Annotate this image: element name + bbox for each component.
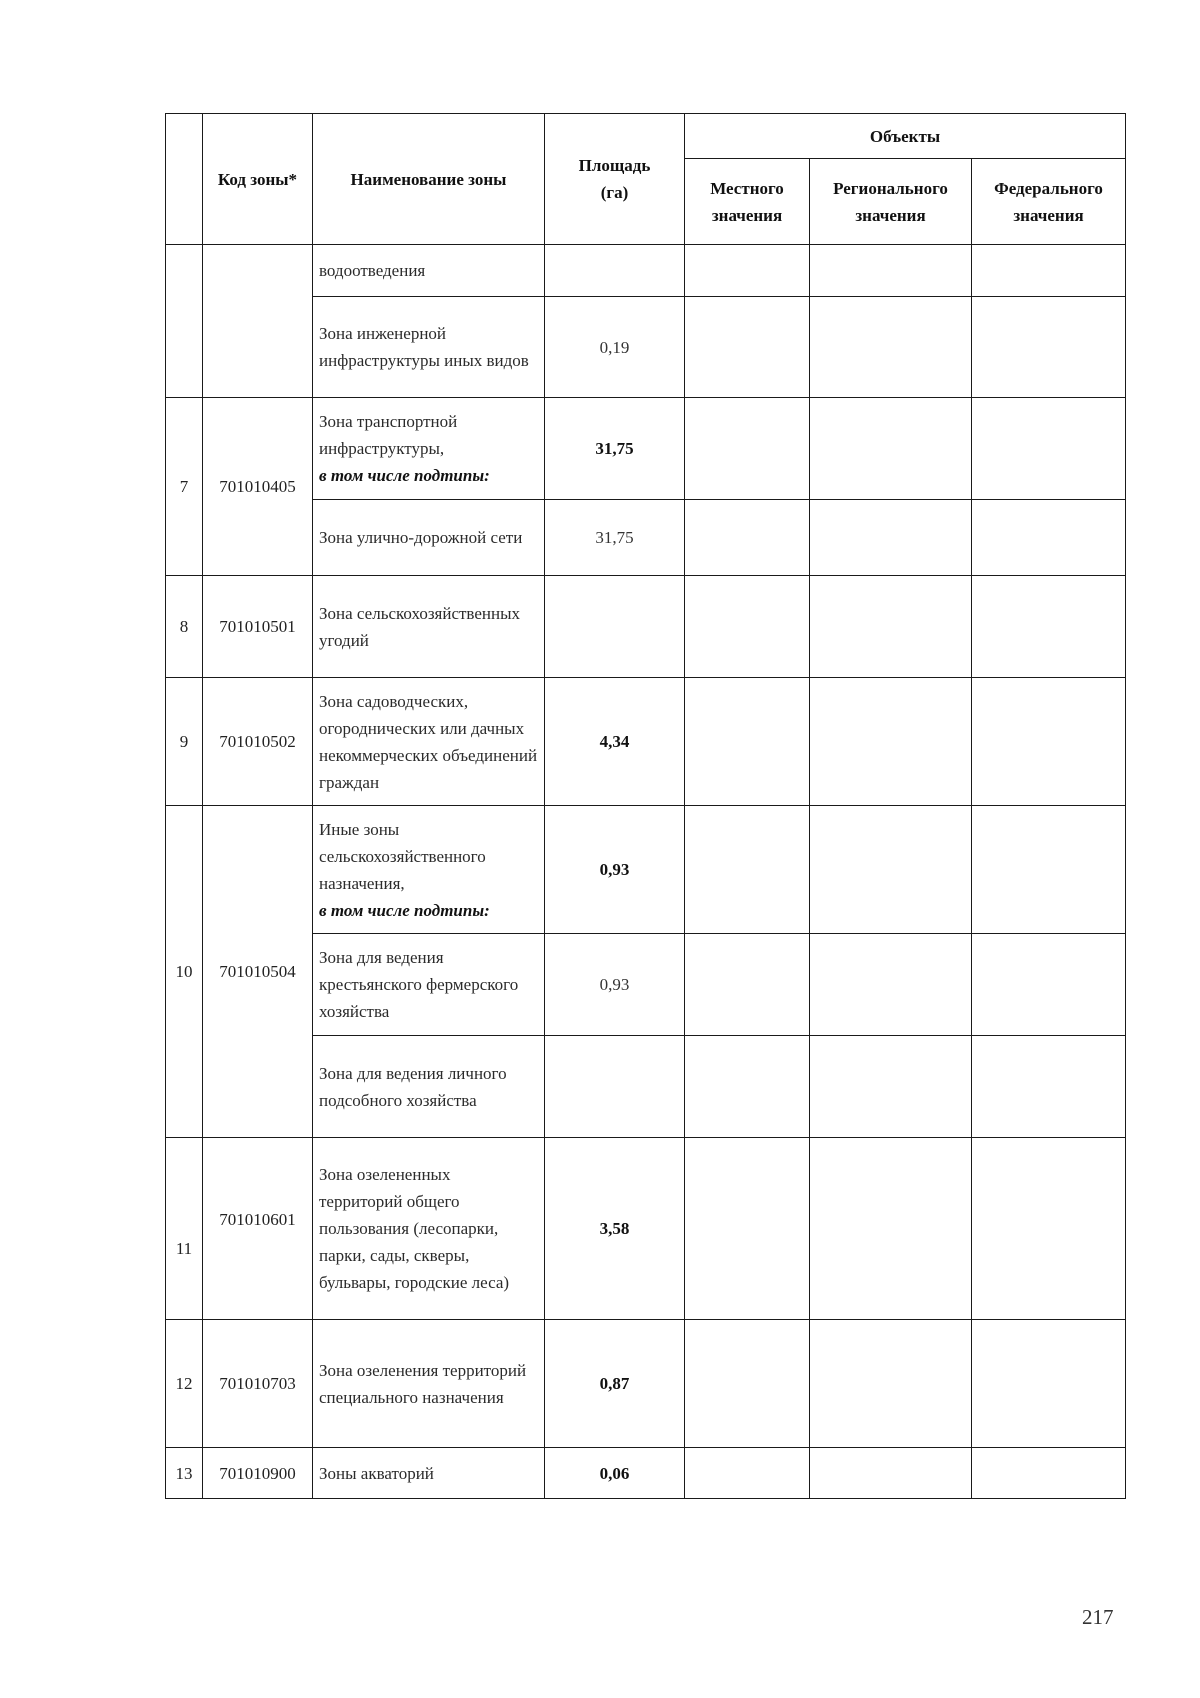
cell-area (545, 245, 685, 297)
cell-regional (810, 1138, 972, 1320)
cell-area: 0,93 (545, 934, 685, 1036)
table-row (166, 678, 1126, 806)
cell-local (685, 576, 810, 678)
cell-regional (810, 398, 972, 500)
cell-name: Зона озелененных территорий общего пользования (лесопарки, парки, сады, скверы, бульвары, городские леса) (313, 1138, 545, 1320)
cell-num: 10 (166, 806, 203, 1138)
header-name: Наименование зоны (313, 114, 545, 245)
cell-federal (972, 1448, 1126, 1499)
cell-name: водоотведения (313, 245, 545, 297)
zones-table (165, 113, 1126, 1499)
cell-federal (972, 1138, 1126, 1320)
cell-area: 0,87 (545, 1320, 685, 1448)
cell-area: 0,19 (545, 297, 685, 398)
cell-federal (972, 297, 1126, 398)
header-row-1 (166, 114, 1126, 159)
cell-regional (810, 806, 972, 934)
subtypes-note: в том числе подтипы: (319, 466, 490, 485)
cell-regional (810, 1448, 972, 1499)
cell-code (203, 245, 313, 398)
cell-code: 701010703 (203, 1320, 313, 1448)
cell-name: Зона инженерной инфраструктуры иных видов (313, 297, 545, 398)
cell-num: 11 (166, 1138, 203, 1320)
cell-code: 701010502 (203, 678, 313, 806)
cell-num: 12 (166, 1320, 203, 1448)
cell-local (685, 297, 810, 398)
cell-code: 701010900 (203, 1448, 313, 1499)
header-objects: Объекты (685, 114, 1126, 159)
cell-name: Зона улично-дорожной сети (313, 500, 545, 576)
cell-local (685, 1138, 810, 1320)
cell-federal (972, 1036, 1126, 1138)
cell-local (685, 1448, 810, 1499)
cell-regional (810, 500, 972, 576)
cell-name (313, 398, 545, 500)
header-num (166, 114, 203, 245)
cell-federal (972, 576, 1126, 678)
cell-federal (972, 934, 1126, 1036)
cell-code: 701010501 (203, 576, 313, 678)
cell-name: Зона садоводческих, огороднических или дачных некоммерческих объединений граждан (313, 678, 545, 806)
cell-name: Зона сельскохозяйственных угодий (313, 576, 545, 678)
cell-local (685, 934, 810, 1036)
header-local: Местного значения (685, 159, 810, 245)
cell-area (545, 576, 685, 678)
table-row (166, 1320, 1126, 1448)
cell-regional (810, 934, 972, 1036)
cell-federal (972, 806, 1126, 934)
cell-local (685, 1036, 810, 1138)
cell-local (685, 806, 810, 934)
cell-code: 701010601 (203, 1138, 313, 1320)
cell-regional (810, 1320, 972, 1448)
table-row (166, 1138, 1126, 1320)
cell-regional (810, 245, 972, 297)
cell-local (685, 678, 810, 806)
cell-regional (810, 297, 972, 398)
header-federal: Федерального значения (972, 159, 1126, 245)
cell-federal (972, 398, 1126, 500)
cell-num: 7 (166, 398, 203, 576)
cell-area: 0,93 (545, 806, 685, 934)
cell-local (685, 1320, 810, 1448)
cell-code: 701010405 (203, 398, 313, 576)
cell-num: 8 (166, 576, 203, 678)
cell-local (685, 500, 810, 576)
cell-code: 701010504 (203, 806, 313, 1138)
cell-area: 4,34 (545, 678, 685, 806)
cell-name: Зоны акваторий (313, 1448, 545, 1499)
cell-local (685, 245, 810, 297)
cell-name: Зона для ведения личного подсобного хозяйства (313, 1036, 545, 1138)
cell-area (545, 1036, 685, 1138)
cell-num: 9 (166, 678, 203, 806)
header-regional: Регионального значения (810, 159, 972, 245)
zone-name-text: Иные зоны сельскохозяйственного назначения, (319, 819, 486, 893)
cell-regional (810, 1036, 972, 1138)
table-row (166, 1448, 1126, 1499)
cell-federal (972, 1320, 1126, 1448)
table-row (166, 576, 1126, 678)
cell-area: 3,58 (545, 1138, 685, 1320)
cell-num: 13 (166, 1448, 203, 1499)
cell-num (166, 245, 203, 398)
cell-regional (810, 678, 972, 806)
cell-local (685, 398, 810, 500)
cell-regional (810, 576, 972, 678)
cell-federal (972, 678, 1126, 806)
table-row (166, 398, 1126, 500)
cell-federal (972, 500, 1126, 576)
cell-area: 31,75 (545, 500, 685, 576)
cell-area: 31,75 (545, 398, 685, 500)
zone-name-text: Зона транспортной инфраструктуры, (319, 412, 458, 458)
table-row (166, 245, 1126, 297)
table-row (166, 806, 1126, 934)
cell-name: Зона для ведения крестьянского фермерского хозяйства (313, 934, 545, 1036)
cell-name: Зона озеленения территорий специального назначения (313, 1320, 545, 1448)
cell-name (313, 806, 545, 934)
page-number: 217 (1082, 1605, 1114, 1629)
subtypes-note: в том числе подтипы: (319, 900, 490, 920)
header-code: Код зоны* (203, 114, 313, 245)
cell-federal (972, 245, 1126, 297)
header-area: Площадь (га) (545, 114, 685, 245)
cell-area: 0,06 (545, 1448, 685, 1499)
